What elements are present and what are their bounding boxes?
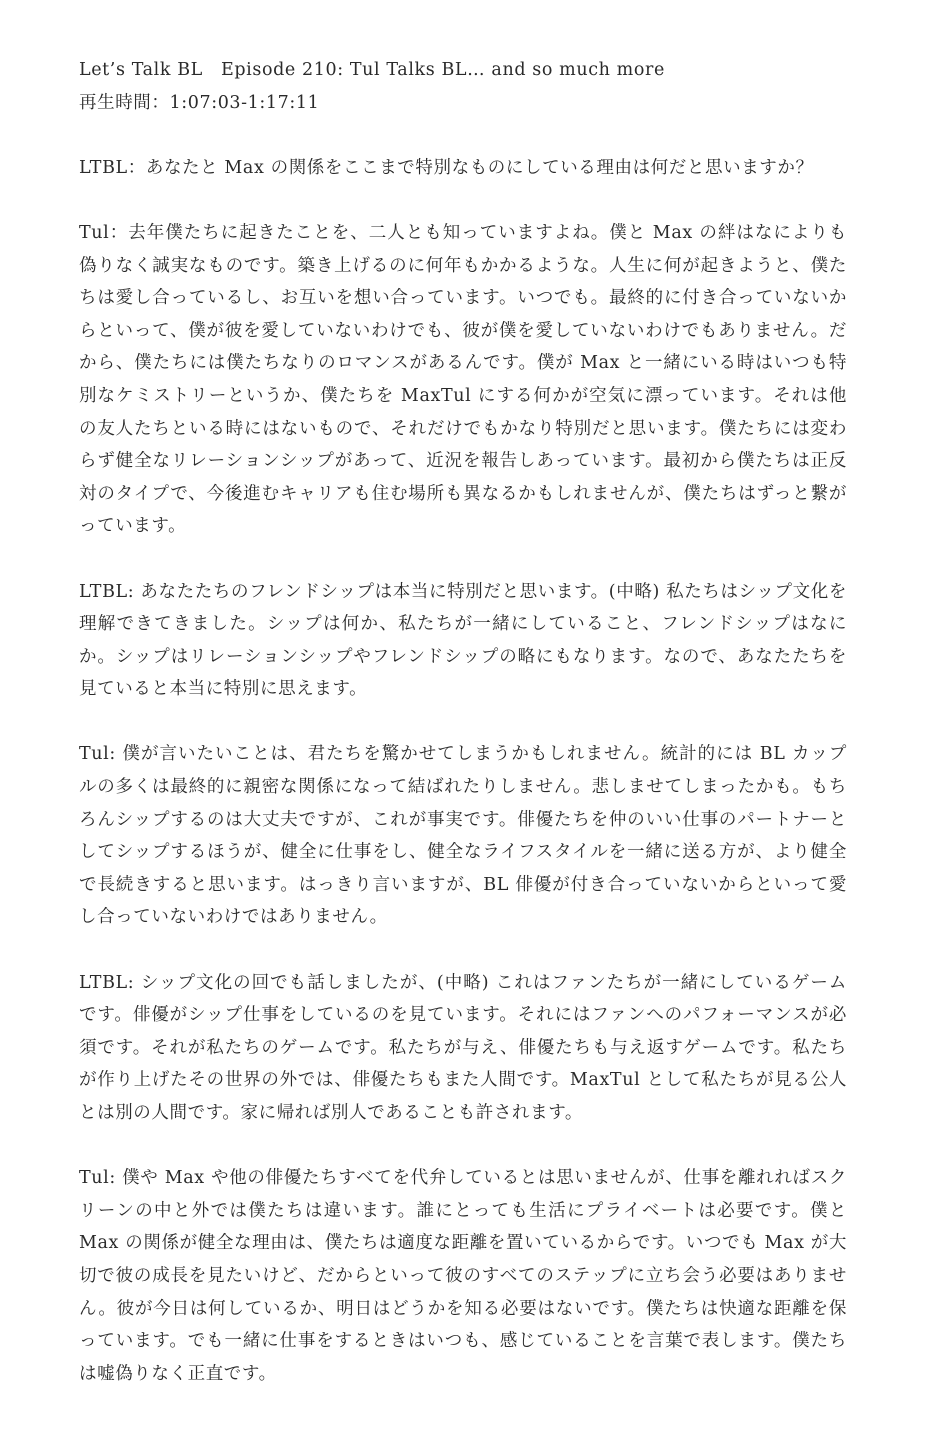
episode-title: Let’s Talk BL Episode 210: Tul Talks BL… and so much more (79, 60, 665, 80)
paragraph-tul-answer-3: Tul: 僕や Max や他の俳優たちすべてを代弁しているとは思いませんが、仕事を離れればスクリーンの中と外では僕たちは違います。誰にとっても生活にプライベートは必要です。僕と Max の関係が健全な理由は、僕たちは適度な距離を置いているからです。いつでも Max が大切で彼の成長を見たいけど、だからといって彼のすべてのステップに立ち会う必要はありません。彼が今日は何しているか、明日はどうかを知る必要はないです。僕たちは快適な距離を保っています。でも一緒に仕事をするときはいつも、感じていることを言葉で表します。僕たちは嘘偽りなく正直です。 (79, 1168, 847, 1384)
playback-time: 再生時間：1:07:03-1:17:11 (79, 92, 320, 113)
paragraph-tul-answer-1: Tul：去年僕たちに起きたことを、二人とも知っていますよね。僕と Max の絆はなによりも偽りなく誠実なものです。築き上げるのに何年もかかるような。人生に何が起きようと、僕たちは愛し合っているし、お互いを想い合っています。いつでも。最終的に付き合っていないからといって、僕が彼を愛していないわけでも、彼が僕を愛していないわけでもありません。だから、僕たちには僕たちなりのロマンスがあるんです。僕が Max と一緒にいる時はいつも特別なケミストリーというか、僕たちを MaxTul にする何かが空気に漂っています。それは他の友人たちといる時にはないもので、それだけでもかなり特別だと思います。僕たちには変わらず健全なリレーションシップがあって、近況を報告しあっています。最初から僕たちは正反対のタイプで、今後進むキャリアも住む場所も異なるかもしれませんが、僕たちはずっと繋がっています。 (79, 222, 847, 537)
paragraph-ltbl-comment-2: LTBL: シップ文化の回でも話しましたが、(中略) これはファンたちが一緒にしているゲームです。俳優がシップ仕事をしているのを見ています。それにはファンへのパフォーマンスが必須です。それが私たちのゲームです。私たちが与え、俳優たちも与え返すゲームです。私たちが作り上げたその世界の外では、俳優たちもまた人間です。MaxTul として私たちが見る公人とは別の人間です。家に帰れば別人であることも許されます。 (79, 972, 847, 1123)
paragraph-ltbl-question: LTBL：あなたと Max の関係をここまで特別なものにしている理由は何だと思いますか？ (79, 157, 814, 178)
paragraph-tul-answer-2: Tul: 僕が言いたいことは、君たちを驚かせてしまうかもしれません。統計的には BL カップルの多くは最終的に親密な関係になって結ばれたりしません。悲しませてしまったかも。もちろんシップするのは大丈夫ですが、これが事実です。俳優たちを仲のいい仕事のパートナーとしてシップするほうが、健全に仕事をし、健全なライフスタイルを一緒に送る方が、より健全で長続きすると思います。はっきり言いますが、BL 俳優が付き合っていないからといって愛し合っていないわけではありません。 (79, 744, 847, 928)
paragraph-ltbl-comment-1: LTBL: あなたたちのフレンドシップは本当に特別だと思います。(中略) 私たちはシップ文化を理解できてきました。シップは何か、私たちが一緒にしていること、フレンドシップはなにか。シップはリレーションシップやフレンドシップの略にもなります。なので、あなたたちを見ていると本当に特別に思えます。 (79, 581, 847, 700)
document-header (79, 54, 847, 119)
document-page (79, 54, 847, 1423)
